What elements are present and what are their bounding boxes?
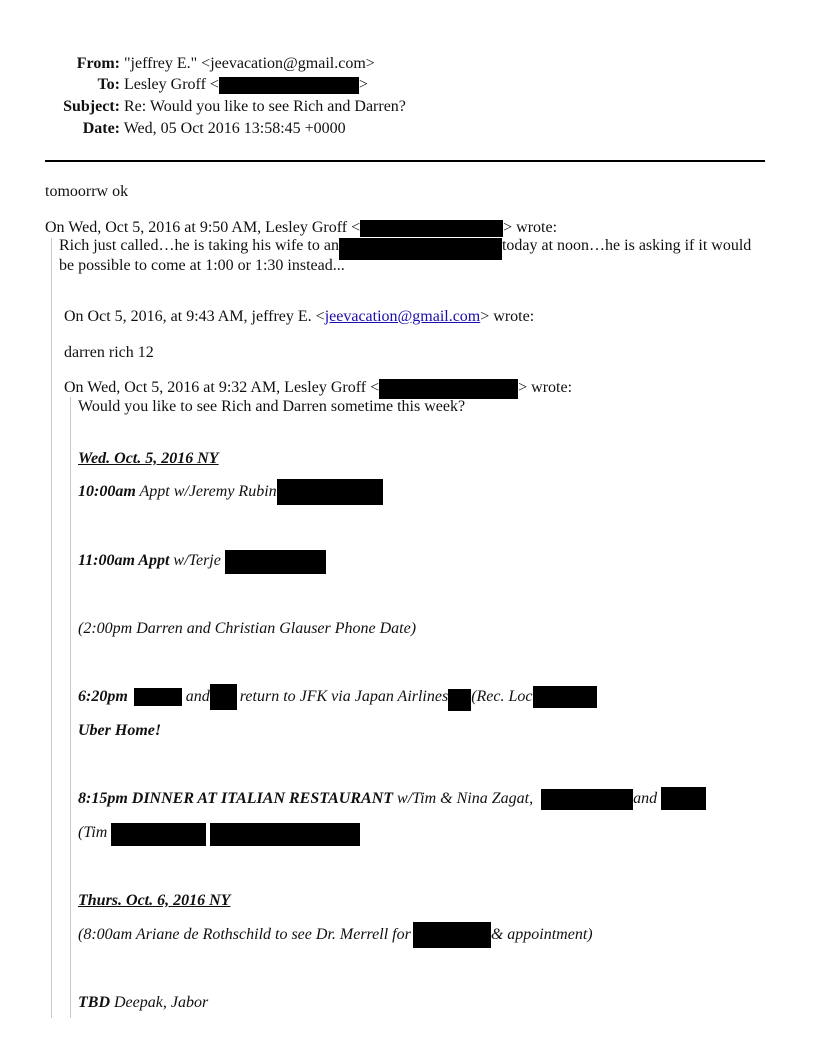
entry4-mid: return to JFK via Japan Airlines [239,688,449,705]
redaction-box [277,479,383,505]
to-label: To: [97,76,120,93]
header-divider [45,160,765,162]
quote2-attribution-suffix: > wrote: [480,308,535,325]
quote1-line2: be possible to come at 1:00 or 1:30 instead... [59,257,345,274]
entry9-text: Deepak, Jabor [110,994,209,1011]
quote2-attribution-prefix: On Oct 5, 2016, at 9:43 AM, jeffrey E. < [64,308,325,325]
redaction-box [533,686,597,708]
entry6-and: and [633,790,662,807]
date-value: Wed, 05 Oct 2016 13:58:45 +0000 [123,120,346,137]
schedule-entry-6 [78,790,706,810]
subject-label: Subject: [63,98,120,115]
reply-text: tomoorrw ok [45,183,129,200]
entry1-text: Appt w/Jeremy Rubin [135,483,277,500]
schedule-entry-2 [78,552,326,574]
from-value: "jeffrey E." <jeevacation@gmail.com> [124,55,375,72]
quote3-attribution-prefix: On Wed, Oct 5, 2016 at 9:32 AM, Lesley Groff < [64,379,380,396]
date-label: Date: [82,120,120,137]
entry1-time: 10:00am [78,483,136,500]
schedule-entry-8 [78,926,593,948]
quote1-attribution-suffix: > wrote: [503,219,558,236]
entry9-label: TBD [78,994,110,1011]
redaction-box [210,684,237,710]
date-row [40,120,346,138]
quote3-intro: Would you like to see Rich and Darren sometime this week? [78,398,466,415]
redaction-box [219,77,359,94]
quote3-attribution [64,379,572,399]
redaction-box [661,787,706,810]
entry4-and: and [185,688,210,705]
entry6-text: w/Tim & Nina Zagat, [393,790,534,807]
quote3-attribution-suffix: > wrote: [518,379,573,396]
email-link[interactable]: jeevacation@gmail.com [324,308,481,325]
schedule-entry-7 [78,824,360,846]
quote1-attribution-prefix: On Wed, Oct 5, 2016 at 9:50 AM, Lesley Groff < [45,219,361,236]
entry4-time: 6:20pm [78,688,128,705]
from-row [40,55,375,73]
schedule-entry-9 [78,994,208,1012]
schedule-entry-4 [78,688,597,711]
redaction-box [448,689,471,711]
redaction-box [413,922,491,948]
entry4-rec: (Rec. Loc [471,688,533,705]
quote1-attribution [45,219,557,237]
schedule-entry-3: (2:00pm Darren and Christian Glauser Phone Date) [78,620,417,637]
entry8-suffix: & appointment) [490,926,593,943]
to-row [40,76,368,94]
day2-heading: Thurs. Oct. 6, 2016 NY [78,892,231,909]
entry8-prefix: (8:00am Ariane de Rothschild to see Dr. Merrell for [78,926,411,943]
schedule-entry-5: Uber Home! [78,722,162,739]
quote2-body: darren rich 12 [64,344,154,361]
redaction-box [541,789,633,810]
subject-value: Re: Would you like to see Rich and Darren? [124,98,406,115]
entry2-text: w/Terje [169,552,225,569]
schedule-entry-1 [78,483,383,505]
to-value-suffix: > [358,76,368,93]
redaction-box [134,688,182,706]
subject-row [40,98,406,116]
quote1-line1-prefix: Rich just called…he is taking his wife to an [59,237,339,254]
to-value-prefix: Lesley Groff < [124,76,219,93]
quote-bar-3 [70,397,71,1018]
day1-heading: Wed. Oct. 5, 2016 NY [78,450,219,467]
redaction-box [210,823,360,846]
entry2-time: 11:00am Appt [78,552,170,569]
quote1-line1-suffix: today at noon…he is asking if it would [501,237,752,254]
redaction-box [225,550,326,574]
quote2-attribution [64,308,534,326]
entry7-text: (Tim [78,824,108,841]
from-label: From: [76,55,120,72]
redaction-box [339,238,502,260]
quote-bar-2 [51,283,52,1018]
redaction-box [379,379,518,399]
redaction-box [111,823,206,846]
entry6-time: 8:15pm DINNER AT ITALIAN RESTAURANT [78,790,394,807]
redaction-box [360,220,503,237]
